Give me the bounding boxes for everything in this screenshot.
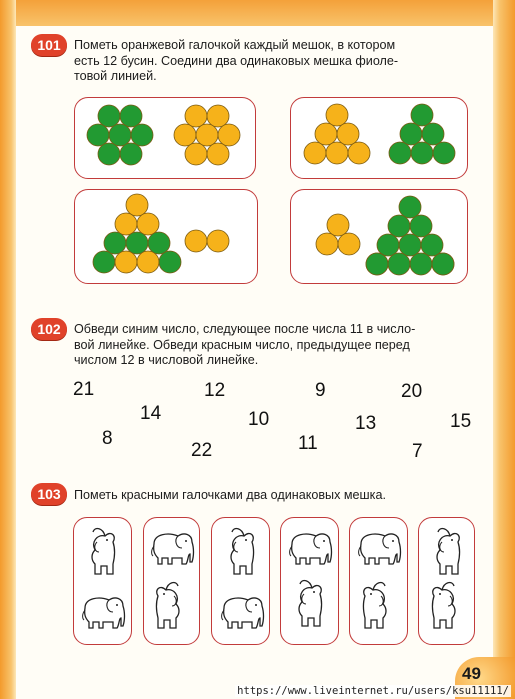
number-15[interactable]: 15 [450, 411, 472, 432]
task-101-line-3: товой линией. [74, 69, 157, 83]
watermark-url: https://www.liveinternet.ru/users/ksu11111/ [237, 685, 509, 697]
number-11[interactable]: 11 [298, 433, 318, 454]
number-12[interactable]: 12 [204, 380, 226, 401]
task-102-line-1: Обведи синим число, следующее после числа 11 в число- [74, 322, 416, 336]
number-20[interactable]: 20 [401, 381, 423, 402]
task-103-line-1: Пометь красными галочками два одинаковых мешка. [74, 488, 386, 502]
number-14[interactable]: 14 [140, 403, 162, 424]
task-101-line-1: Пометь оранжевой галочкой каждый мешок, в котором [74, 38, 396, 52]
number-10[interactable]: 10 [248, 409, 270, 430]
task-101-line-2: есть 12 бусин. Соедини два одинаковых мешка фиоле- [74, 53, 399, 68]
task-102-line-2: вой линейке. Обведи красным число, предыдущее перед [74, 337, 410, 352]
elephant-bag-6-icons [433, 529, 460, 628]
task-102-badge: 102 [31, 318, 67, 340]
elephant-bag-4-icons [290, 534, 332, 626]
number-8[interactable]: 8 [102, 428, 113, 449]
number-21[interactable]: 21 [73, 379, 95, 400]
number-7[interactable]: 7 [412, 441, 423, 462]
number-9[interactable]: 9 [315, 380, 326, 401]
elephant-bag-2-icons [152, 534, 194, 628]
page-number: 49 [462, 664, 481, 683]
number-13[interactable]: 13 [355, 413, 377, 434]
number-22[interactable]: 22 [191, 440, 213, 461]
task-101-badge: 101 [31, 34, 67, 56]
elephant-bag-5-icons [359, 534, 401, 628]
elephant-bag-1-icons [83, 529, 125, 628]
task-102-line-3: числом 12 в числовой линейке. [74, 353, 259, 367]
elephant-bag-3-icons [222, 529, 264, 628]
task-103-badge: 103 [31, 483, 67, 505]
